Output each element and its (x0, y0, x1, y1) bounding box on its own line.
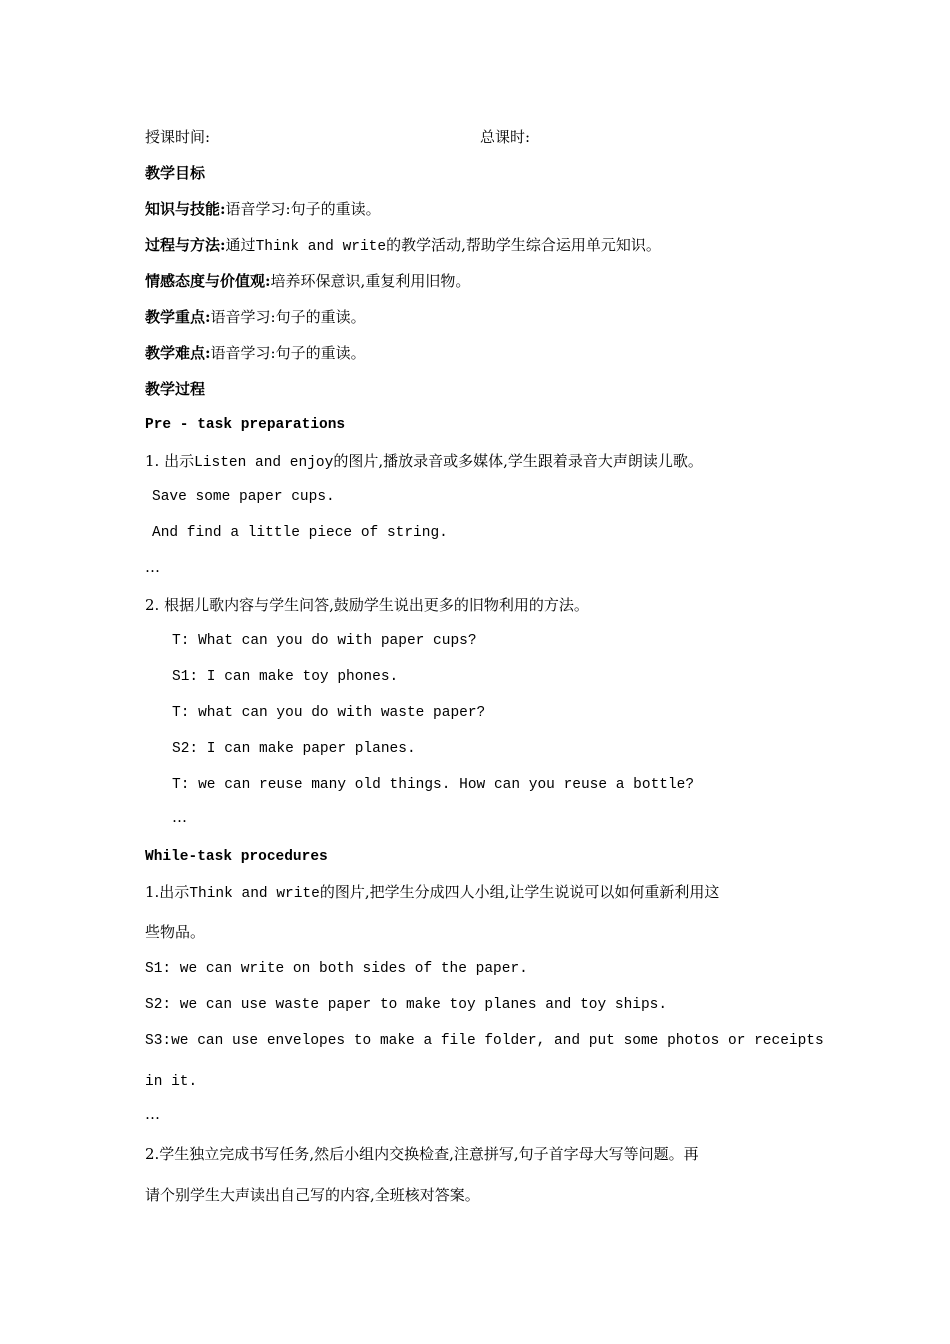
pre-step1-post: 的图片,播放录音或多媒体,学生跟着录音大声朗读儿歌。 (333, 452, 703, 470)
pre-task-heading: Pre - task preparations (145, 417, 346, 433)
process-method-row (145, 235, 661, 257)
difficulty-text: 语音学习:句子的重读。 (210, 344, 366, 362)
pre-task-step1 (145, 451, 703, 473)
key-point-label: 教学重点: (145, 308, 211, 326)
lesson-time-label: 授课时间: (145, 128, 211, 146)
while-step1-en: Think and write (189, 886, 320, 902)
knowledge-text: 语音学习:句子的重读。 (225, 200, 381, 218)
total-hours-row (480, 127, 530, 147)
key-point-text: 语音学习:句子的重读。 (210, 308, 366, 326)
ellipsis-3: … (145, 1105, 160, 1123)
student-line-s2: S2: we can use waste paper to make toy planes and toy ships. (145, 997, 668, 1013)
dialogue-line: S2: I can make paper planes. (172, 741, 416, 757)
song-line-2: And find a little piece of string. (152, 525, 448, 541)
process-label: 过程与方法: (145, 236, 226, 254)
while-task-heading: While-task procedures (145, 849, 328, 865)
key-point-row (145, 307, 366, 327)
knowledge-label: 知识与技能: (145, 200, 226, 218)
difficulty-row (145, 343, 366, 363)
lesson-time-row (145, 127, 210, 147)
while-task-step2: 2.学生独立完成书写任务,然后小组内交换检查,注意拼写,句子首字母大写等问题。再 (145, 1145, 699, 1163)
dialogue-line: S1: I can make toy phones. (172, 669, 399, 685)
process-text-en: Think and write (255, 239, 387, 255)
ellipsis-1: … (145, 558, 160, 576)
process-text-post: 的教学活动,帮助学生综合运用单元知识。 (386, 236, 661, 254)
while-task-step1-cont: 些物品。 (145, 923, 206, 941)
pre-step1-en: Listen and enjoy (194, 455, 334, 471)
difficulty-label: 教学难点: (145, 344, 211, 362)
emotion-values-row (145, 271, 470, 291)
process-text-pre: 通过 (225, 236, 256, 254)
total-hours-label: 总课时: (480, 128, 531, 146)
song-line-1: Save some paper cups. (152, 489, 335, 505)
pre-task-step2: 2. 根据儿歌内容与学生问答,鼓励学生说出更多的旧物利用的方法。 (145, 596, 589, 614)
knowledge-skills-row (145, 199, 381, 219)
while-task-step1 (145, 882, 719, 904)
process-title: 教学过程 (145, 380, 206, 398)
ellipsis-2: … (172, 808, 187, 826)
while-step1-post: 的图片,把学生分成四人小组,让学生说说可以如何重新利用这 (319, 883, 720, 901)
pre-step1-pre: 1. 出示 (145, 452, 195, 470)
student-line-s1: S1: we can write on both sides of the paper. (145, 961, 528, 977)
dialogue-line: T: what can you do with waste paper? (172, 705, 486, 721)
dialogue-line: T: we can reuse many old things. How can you reuse a bottle? (172, 777, 695, 793)
student-line-s3-cont: in it. (145, 1074, 198, 1090)
while-task-step2-cont: 请个别学生大声读出自己写的内容,全班核对答案。 (145, 1186, 480, 1204)
while-step1-pre: 1.出示 (145, 883, 190, 901)
dialogue-line: T: What can you do with paper cups? (172, 633, 477, 649)
goals-title: 教学目标 (145, 164, 206, 182)
student-line-s3: S3:we can use envelopes to make a file folder, and put some photos or receipts (145, 1033, 824, 1049)
emotion-text: 培养环保意识,重复利用旧物。 (270, 272, 471, 290)
emotion-label: 情感态度与价值观: (145, 272, 271, 290)
